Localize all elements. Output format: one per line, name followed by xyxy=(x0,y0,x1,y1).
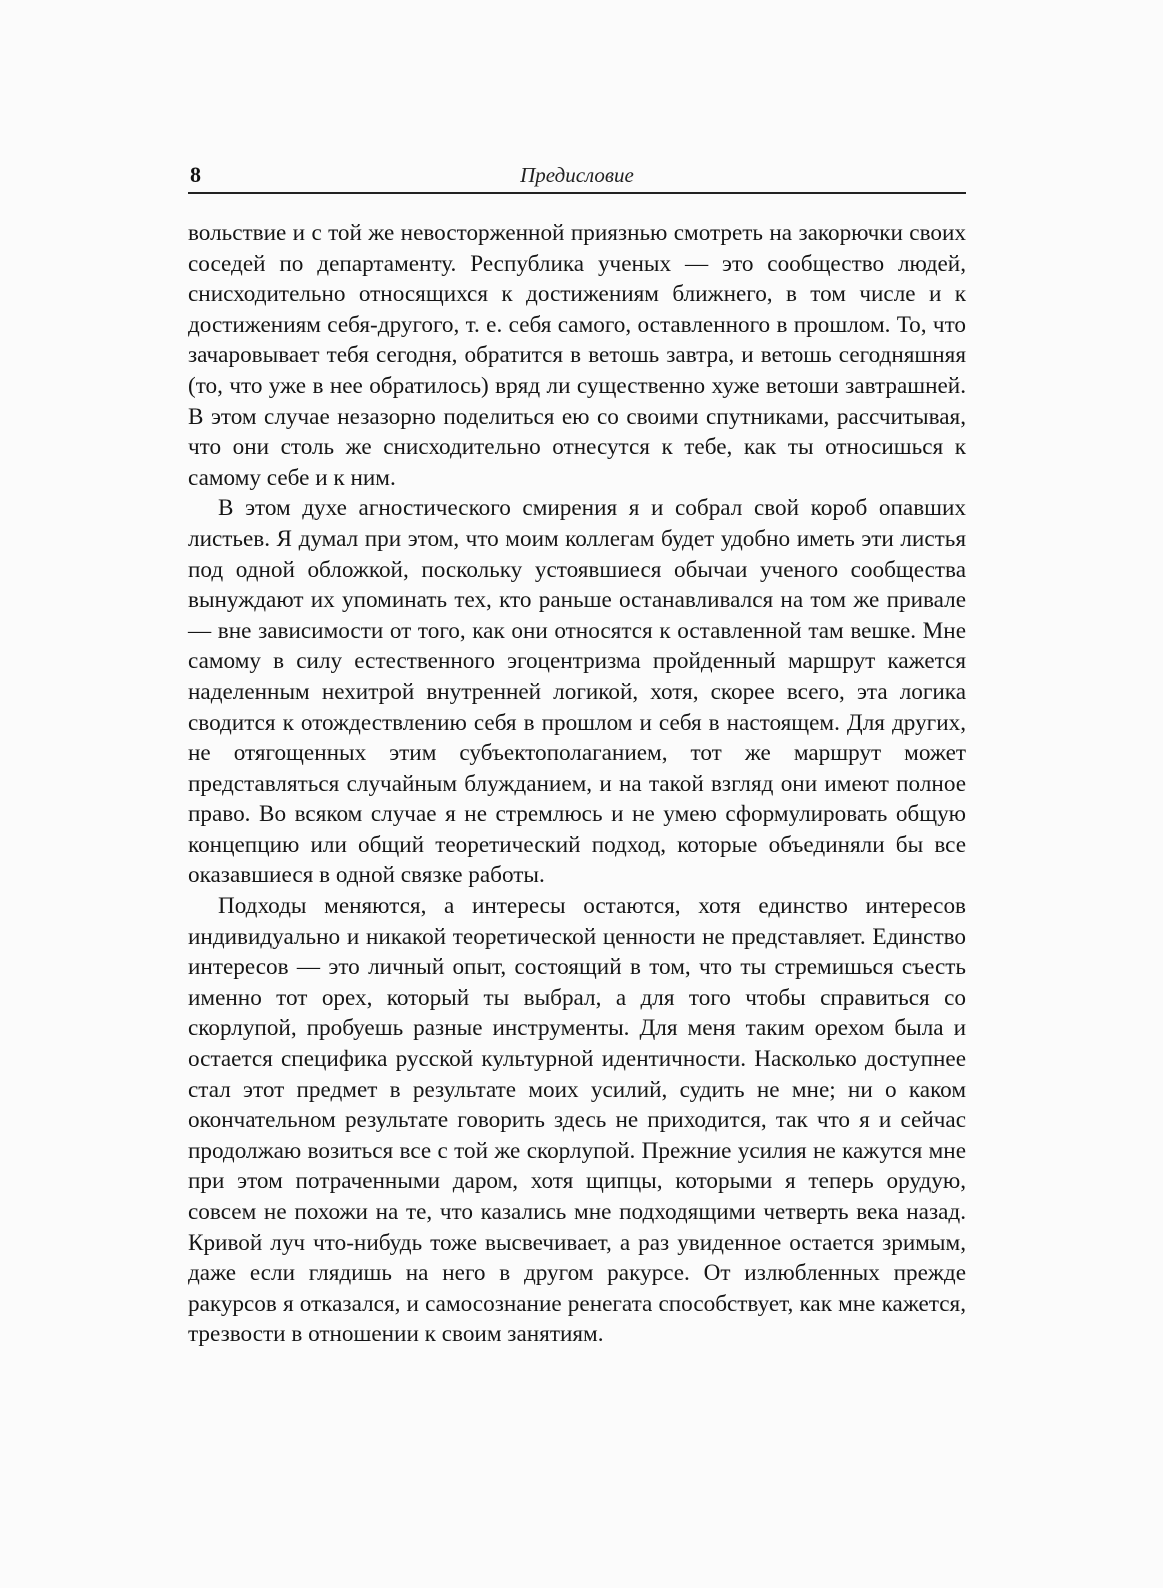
body-text xyxy=(188,218,966,1350)
page-header xyxy=(188,158,966,194)
paragraph-2: В этом духе агностического смирения я и собрал свой короб опавших листьев. Я думал при этом, что моим коллегам будет удобно иметь эти листья под одной обложкой, поскольку устоявшиеся обычаи ученого сообщества вынуждают их упоминать тех, кто раньше останавливался на том же привале — вне зависимости от того, как они относятся к оставленной там вешке. Мне самому в силу естественного эгоцентризма пройденный маршрут кажется наделенным нехитрой внутренней логикой, хотя, скорее всего, эта логика сводится к отождествлению себя в прошлом и себя в настоящем. Для других, не отягощенных этим субъектополаганием, тот же маршрут может представляться случайным блужданием, и на такой взгляд они имеют полное право. Во всяком случае я не стремлюсь и не умею сформулировать общую концепцию или общий теоретический подход, которые объединяли бы все оказавшиеся в одной связке работы. xyxy=(188,495,966,889)
running-title: Предисловие xyxy=(520,163,634,187)
page-number: 8 xyxy=(190,162,201,187)
paragraph-1: вольствие и с той же невосторженной приязнью смотреть на закорючки своих соседей по департаменту. Республика ученых — это сообщество людей, снисходительно относящихся к достижениям ближнего, в том числе и к достижениям себя-другого, т. е. себя самого, оставленного в прошлом. То, что зачаровывает тебя сегодня, обратится в ветошь завтра, и ветошь сегодняшняя (то, что уже в нее обратилось) вряд ли существенно хуже ветоши завтрашней. В этом случае незазорно поделиться ею со своими спутниками, рассчитывая, что они столь же снисходительно отнесутся к тебе, как ты относишься к самому себе и к ним. xyxy=(188,220,966,491)
paragraph-3: Подходы меняются, а интересы остаются, хотя единство интересов индивидуально и никакой теоретической ценности не представляет. Единство интересов — это личный опыт, состоящий в том, что ты стремишься съесть именно тот орех, который ты выбрал, а для того чтобы справиться со скорлупой, пробуешь разные инструменты. Для меня таким орехом была и остается специфика русской культурной идентичности. Насколько доступнее стал этот предмет в результате моих усилий, судить не мне; ни о каком окончательном результате говорить здесь не приходится, так что я и сейчас продолжаю возиться все с той же скорлупой. Прежние усилия не кажутся мне при этом потраченными даром, хотя щипцы, которыми я теперь орудую, совсем не похожи на те, что казались мне подходящими четверть века назад. Кривой луч что-нибудь тоже высвечивает, а раз увиденное остается зримым, даже если глядишь на него в другом ракурсе. От излюбленных прежде ракурсов я отказался, и самосознание ренегата способствует, как мне кажется, трезвости в отношении к своим занятиям. xyxy=(188,893,966,1348)
